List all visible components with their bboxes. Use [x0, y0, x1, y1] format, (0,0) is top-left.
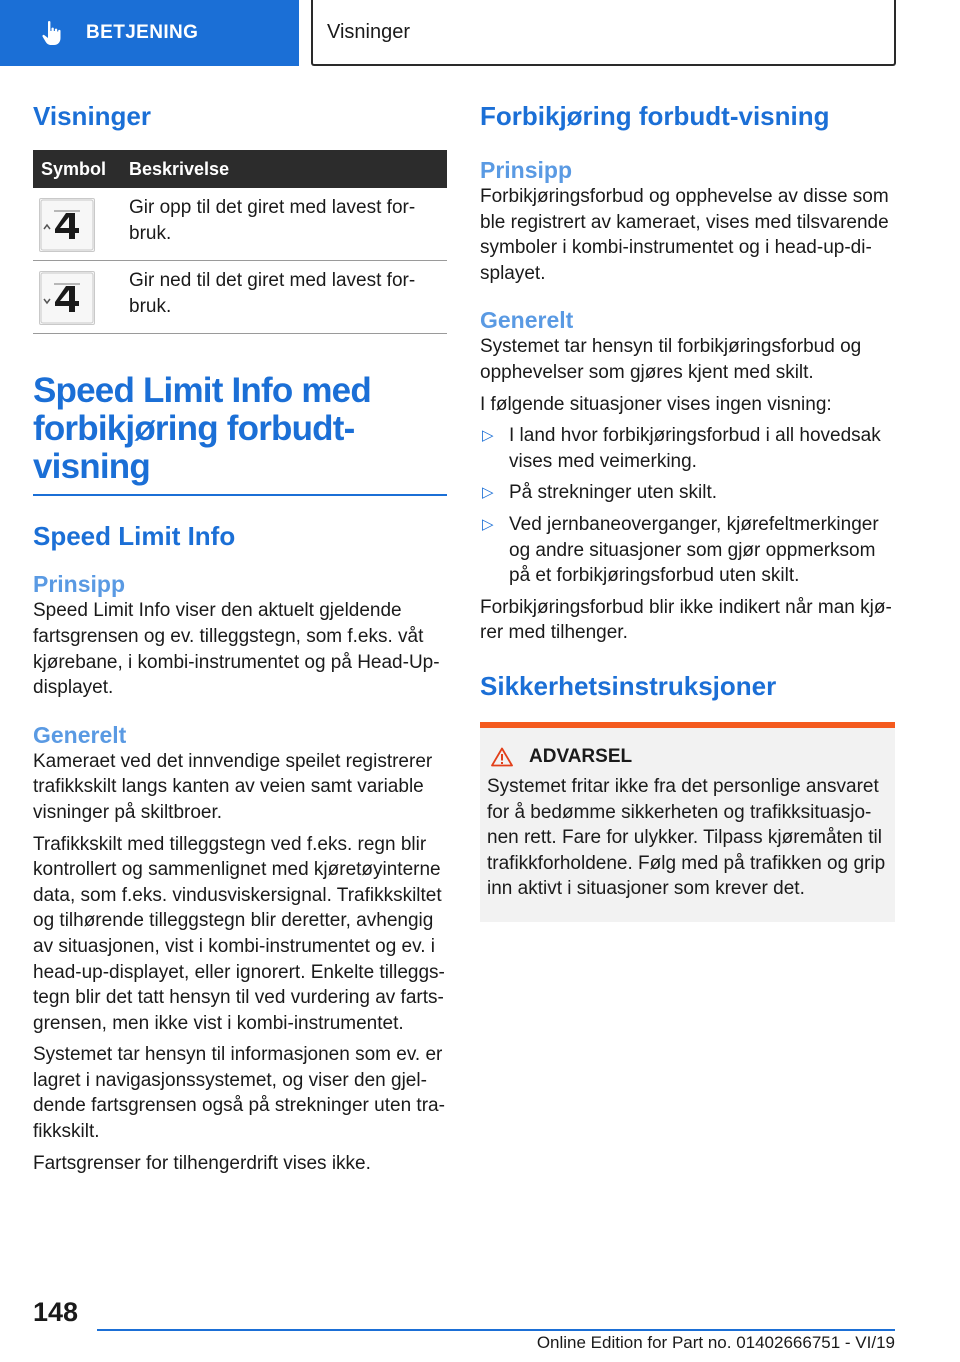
table-header-description: Beskrivelse — [125, 150, 447, 188]
paragraph-list-intro: I følgende situasjoner vises ingen visning: — [480, 393, 832, 415]
paragraph-prinsipp: Speed Limit Info viser den aktuelt gjeldende fartsgrensen og ev. tilleggstegn, som f.eks. våt kjørebane, i kombi-instrumentet og på Head-Up-displayet. — [33, 600, 440, 699]
section-title-forbikjoring: Forbikjøring forbudt-visning — [480, 101, 830, 131]
table-cell-description: Gir opp til det giret med lavest for-bruk. — [125, 188, 447, 261]
table-cell-description: Gir ned til det giret med lavest for-bruk. — [125, 261, 447, 334]
table-header-row — [33, 150, 447, 188]
paragraph-outro: Forbikjøringsforbud blir ikke indikert når man kjø-rer med tilhenger. — [480, 596, 892, 644]
heading-generelt: Generelt — [480, 307, 574, 334]
chapter-tab[interactable] — [0, 0, 299, 66]
warning-box — [480, 722, 895, 922]
page-chapter-title — [311, 0, 896, 66]
paragraph-prinsipp: Forbikjøringsforbud og opphevelse av disse som ble registrert av kameraet, vises med tilsvarende symboler i kombi-instrumentet og i head-up-di-splayet. — [480, 186, 889, 284]
chapter-tab-label: BETJENING — [86, 22, 199, 43]
list-item-text: Ved jernbaneoverganger, kjørefeltmerkinger og andre situasjoner som gjør oppmerksom på et forbikjøringsforbud uten skilt. — [509, 513, 879, 587]
page-number: 148 — [33, 1297, 79, 1327]
gear-up-4-icon — [39, 198, 95, 252]
table-row — [33, 261, 447, 334]
triangle-bullet-icon: ▷ — [482, 427, 494, 445]
right-column — [480, 100, 895, 922]
list-item-text: På strekninger uten skilt. — [509, 482, 718, 504]
situation-list — [480, 423, 895, 589]
list-item — [480, 480, 895, 506]
left-column — [33, 100, 447, 1176]
heading-prinsipp: Prinsipp — [480, 157, 573, 183]
hand-pointer-icon — [38, 19, 66, 47]
chapter-title-text: Visninger — [327, 20, 411, 43]
paragraph-generelt: Systemet tar hensyn til informasjonen som ev. er lagret i navigasjonssystemet, og viser den gjel-dende fartsgrensen også på strekninger uten tra-fikkskilt. — [33, 1044, 445, 1143]
table-row — [33, 188, 447, 261]
table-cell-symbol — [33, 261, 125, 334]
list-item — [480, 512, 895, 589]
paragraph-generelt: Fartsgrenser for tilhengerdrift vises ikke. — [33, 1152, 371, 1174]
warning-triangle-icon — [491, 747, 513, 767]
footer-edition: Online Edition for Part no. 01402666751 - VI/19 — [536, 1333, 895, 1352]
heading-generelt: Generelt — [33, 721, 127, 748]
subsection-title-speed-limit-info: Speed Limit Info — [33, 521, 236, 552]
section-title-visninger: Visninger — [33, 101, 152, 131]
triangle-bullet-icon: ▷ — [482, 484, 494, 502]
main-section-title: Speed Limit Info med forbikjøring forbudt-visning — [33, 372, 447, 496]
warning-label: ADVARSEL — [529, 745, 633, 767]
gear-down-4-icon — [39, 271, 95, 325]
symbol-table — [33, 150, 447, 334]
table-header-symbol: Symbol — [33, 150, 125, 188]
section-title-safety: Sikkerhetsinstruksjoner — [480, 670, 777, 701]
paragraph-generelt: Systemet tar hensyn til forbikjøringsforbud og opphevelser som gjøres kjent med skilt. — [480, 336, 862, 383]
list-item-text: I land hvor forbikjøringsforbud i all hovedsak vises med veimerking. — [509, 425, 881, 472]
triangle-bullet-icon: ▷ — [482, 515, 494, 533]
list-item — [480, 423, 895, 474]
warning-text: Systemet fritar ikke fra det personlige ansvaret for å bedømme sikkerheten og trafikksituasjo-nen rett. Fare for ulykker. Tilpass kjøremåten til trafikkforholdene. Følg med på trafikken og grip inn aktivt i situasjoner som krever det. — [487, 775, 886, 900]
table-cell-symbol — [33, 188, 125, 261]
footer-divider — [97, 1329, 895, 1331]
paragraph-generelt: Kameraet ved det innvendige speilet registrerer trafikkskilt langs kanten av veien samt variable visninger på skiltbroer. — [33, 750, 433, 823]
heading-prinsipp: Prinsipp — [33, 571, 126, 598]
paragraph-generelt: Trafikkskilt med tilleggstegn ved f.eks. regn blir kontrollert og sammenlignet med kjøretøyinterne data, som f.eks. vindusviskersignal. Trafikkskiltet og tilhørende tilleggstegn blir deretter, avhengig av situasjonen, vist i kombi-instrumentet og ev. i head-up-displayet, eller ignorert. Enkelte tilleggs-tegn blir det tatt hensyn til ved vurdering av farts-grensen, men ikke vist i kombi-instrumentet. — [33, 833, 445, 1034]
warning-header — [487, 746, 887, 768]
